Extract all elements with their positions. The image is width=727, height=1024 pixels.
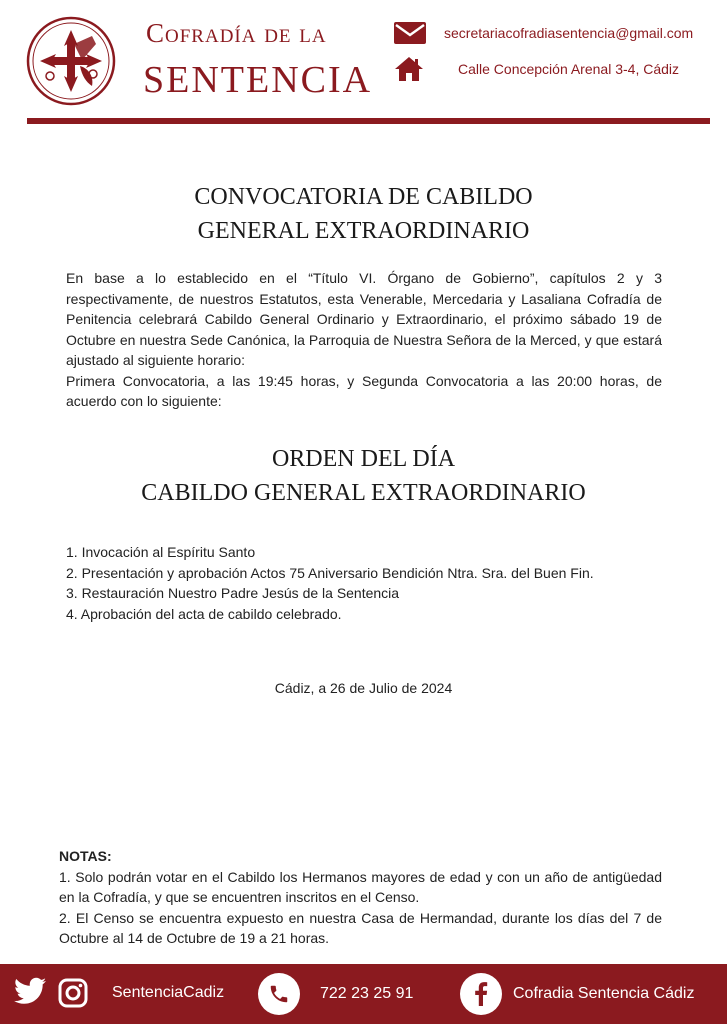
convocation-title	[0, 180, 727, 248]
date-line: Cádiz, a 26 de Julio de 2024	[274, 680, 453, 696]
convocation-title-line1: CONVOCATORIA DE CABILDO	[194, 184, 533, 210]
facebook-link[interactable]	[460, 973, 694, 1015]
facebook-page-name[interactable]: Cofradia Sentencia Cádiz	[513, 985, 695, 1002]
instagram-link[interactable]	[58, 978, 88, 1008]
agenda-item: 4. Aprobación del acta de cabildo celebrado.	[66, 605, 342, 622]
envelope-icon	[394, 22, 426, 44]
note-item: 1. Solo podrán votar en el Cabildo los Hermanos mayores de edad y con un año de antigüedad en la Cofradía, y que se encuentren inscritos en el Censo.	[59, 868, 662, 905]
intro-text	[66, 268, 662, 412]
agenda-title-line1: ORDEN DEL DÍA	[271, 446, 456, 472]
home-icon	[394, 56, 424, 82]
note-item: 2. El Censo se encuentra expuesto en nuestra Casa de Hermandad, durante los días del 7 de Octubre al 14 de Octubre de 19 a 21 horas.	[59, 909, 662, 946]
agenda-item: 2. Presentación y aprobación Actos 75 Aniversario Bendición Ntra. Sra. del Buen Fin.	[66, 564, 594, 581]
agenda-item: 1. Invocación al Espíritu Santo	[66, 544, 256, 560]
intro-paragraph: En base a lo establecido en el “Título VI. Órgano de Gobierno”, capítulos 2 y 3 respectivamente, de nuestros Estatutos, esta Venerable, Mercedaria y Lasaliana Cofradía de Penitencia celebrará Cabildo General Ordinario y Extraordinario, el próximo sábado 19 de Octubre en nuestra Sede Canónica, la Parroquia de Nuestra Señora de la Merced, y que estará ajustado al siguiente horario:	[66, 270, 662, 368]
notes-heading: NOTAS:	[59, 848, 112, 864]
convocation-title-line2: GENERAL EXTRAORDINARIO	[197, 218, 530, 244]
twitter-link[interactable]	[14, 977, 46, 1005]
footer-bar	[0, 964, 727, 1024]
phone-contact[interactable]	[258, 973, 413, 1015]
instagram-icon[interactable]	[58, 978, 88, 1008]
agenda-list	[66, 542, 594, 624]
twitter-icon[interactable]	[14, 977, 46, 1005]
email-address[interactable]: secretariacofradiasentencia@gmail.com	[444, 25, 694, 41]
agenda-title-line2: CABILDO GENERAL EXTRAORDINARIO	[141, 480, 586, 506]
schedule-paragraph: Primera Convocatoria, a las 19:45 horas, y Segunda Convocatoria a las 20:00 horas, de acuerdo con lo siguiente:	[66, 372, 662, 409]
agenda-title	[0, 442, 727, 510]
notes-section	[59, 846, 662, 949]
facebook-icon[interactable]	[460, 973, 502, 1015]
email-contact[interactable]	[394, 22, 693, 44]
phone-icon[interactable]	[258, 973, 300, 1015]
logo-emblem	[26, 16, 116, 106]
header-divider	[27, 118, 710, 124]
phone-number[interactable]: 722 23 25 91	[320, 985, 414, 1002]
brand-name-line1: Cofradía de la	[146, 18, 327, 48]
address-contact	[394, 56, 679, 82]
street-address: Calle Concepción Arenal 3-4, Cádiz	[458, 61, 680, 77]
social-handle[interactable]: SentenciaCadiz	[112, 984, 225, 1001]
brand-name-line2: SENTENCIA	[143, 59, 373, 101]
agenda-item: 3. Restauración Nuestro Padre Jesús de la Sentencia	[66, 585, 400, 601]
letterhead	[0, 0, 727, 128]
